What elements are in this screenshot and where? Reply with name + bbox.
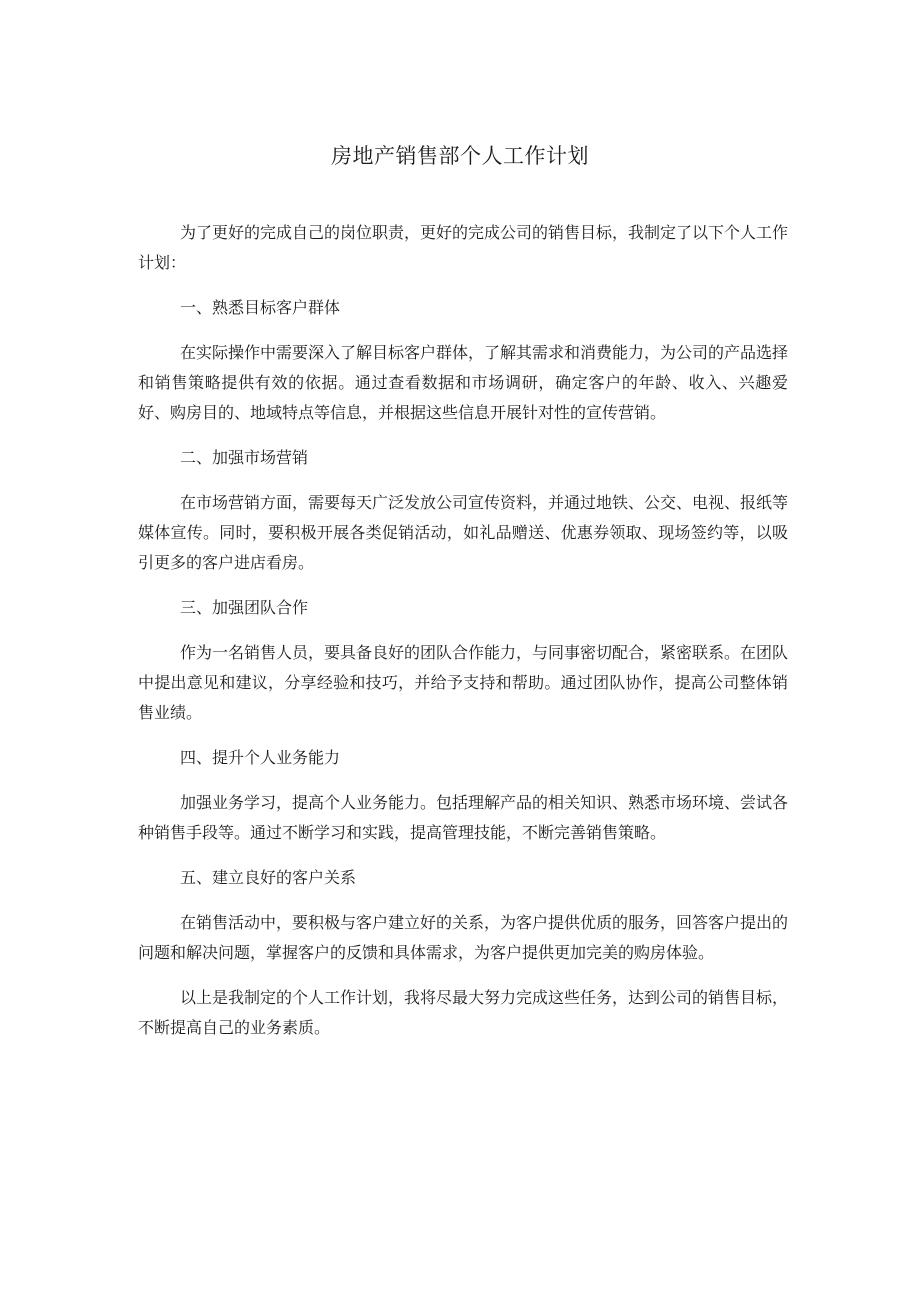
conclusion-paragraph: 以上是我制定的个人工作计划，我将尽最大努力完成这些任务，达到公司的销售目标，不断提高自己的业务素质。 [138, 988, 789, 1037]
section-paragraph-3: 作为一名销售人员，要具备良好的团队合作能力，与同事密切配合，紧密联系。在团队中提出意见和建议，分享经验和技巧，并给予支持和帮助。通过团队协作，提高公司整体销售业绩。 [138, 643, 789, 722]
section-paragraph-2: 在市场营销方面，需要每天广泛发放公司宣传资料，并通过地铁、公交、电视、报纸等媒体宣传。同时，要积极开展各类促销活动，如礼品赠送、优惠券领取、现场签约等，以吸引更多的客户进店看房。 [138, 493, 789, 572]
intro-paragraph: 为了更好的完成自己的岗位职责，更好的完成公司的销售目标，我制定了以下个人工作计划： [138, 223, 789, 272]
section-heading-3: 三、加强团队合作 [180, 598, 309, 617]
document-body [138, 218, 788, 1058]
section-paragraph-5: 在销售活动中，要积极与客户建立好的关系，为客户提供优质的服务，回答客户提出的问题和解决问题，掌握客户的反馈和具体需求，为客户提供更加完美的购房体验。 [138, 913, 789, 962]
section-paragraph-4: 加强业务学习，提高个人业务能力。包括理解产品的相关知识、熟悉市场环境、尝试各种销售手段等。通过不断学习和实践，提高管理技能，不断完善销售策略。 [138, 793, 789, 842]
section-paragraph-1: 在实际操作中需要深入了解目标客户群体，了解其需求和消费能力，为公司的产品选择和销售策略提供有效的依据。通过查看数据和市场调研，确定客户的年龄、收入、兴趣爱好、购房目的、地域特点等信息，并根据这些信息开展针对性的宣传营销。 [138, 343, 789, 422]
document-title: 房地产销售部个人工作计划 [331, 144, 589, 168]
section-heading-1: 一、熟悉目标客户群体 [180, 298, 341, 317]
section-heading-5: 五、建立良好的客户关系 [180, 868, 357, 887]
section-heading-4: 四、提升个人业务能力 [180, 748, 341, 767]
section-heading-2: 二、加强市场营销 [180, 448, 309, 467]
